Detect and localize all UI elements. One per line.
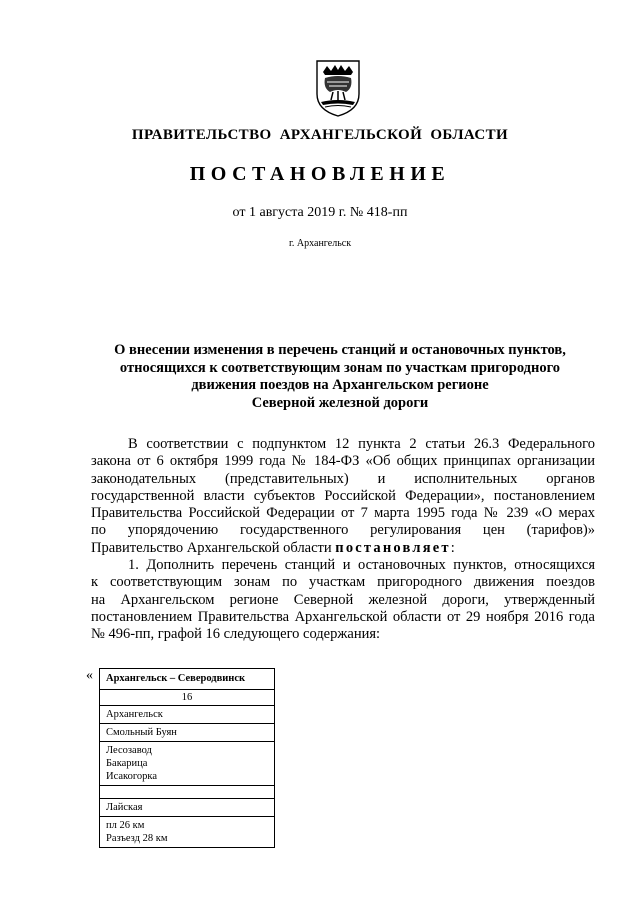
document-body xyxy=(91,436,595,644)
table-row xyxy=(100,706,275,724)
body-line: к соответствующим зонам по участкам пригородного движения поездов xyxy=(91,574,595,591)
subject-line: движения поездов на Архангельском регионе xyxy=(191,377,489,393)
body-line: 1. Дополнить перечень станций и остановочных пунктов, относящихся xyxy=(128,557,595,574)
body-line: постановлением Правительства Архангельской области от 29 ноября 2016 года xyxy=(91,608,595,625)
body-line xyxy=(91,540,595,557)
organization-name: ПРАВИТЕЛЬСТВО АРХАНГЕЛЬСКОЙ ОБЛАСТИ xyxy=(131,127,509,143)
station-name: Лесозавод xyxy=(106,745,152,756)
table-row xyxy=(100,786,275,799)
body-line: Правительства Российской Федерации от 7 марта 1995 года № 239 «О мерах xyxy=(91,505,595,522)
document-type-title: ПОСТАНОВЛЕНИЕ xyxy=(189,163,451,185)
document-date-number: от 1 августа 2019 г. № 418-пп xyxy=(232,205,408,220)
paragraph-item-1 xyxy=(91,557,595,643)
table-row xyxy=(100,799,275,817)
table-cell xyxy=(100,706,275,724)
table-cell xyxy=(100,799,275,817)
stations-table xyxy=(99,668,275,848)
resolution-keyword: постановляет xyxy=(335,539,451,556)
station-name: Смольный Буян xyxy=(106,727,177,738)
table-cell xyxy=(100,742,275,786)
resolution-colon: : xyxy=(450,539,455,556)
column-number-cell: 16 xyxy=(100,690,275,706)
station-name: пл 26 км xyxy=(106,820,145,831)
table-row xyxy=(100,724,275,742)
table-cell xyxy=(100,817,275,848)
station-name: Архангельск xyxy=(106,709,163,720)
document-subject xyxy=(95,342,585,412)
body-line: на Архангельском регионе Северной железной дороги, утвержденный xyxy=(91,591,595,608)
subject-line: относящихся к соответствующим зонам по участкам пригородного xyxy=(119,359,561,376)
body-line: законодательных (представительных) и исполнительных органов xyxy=(91,470,595,487)
station-name: Исакогорка xyxy=(106,771,157,782)
opening-quote-mark: « xyxy=(86,668,93,683)
body-line: по упорядочению государственного регулирования цен (тарифов)» xyxy=(91,522,595,539)
body-line: № 496-пп, графой 16 следующего содержания: xyxy=(91,626,381,643)
station-name: Разъезд 28 км xyxy=(106,833,168,844)
table-header-cell: Архангельск – Северодвинск xyxy=(100,669,275,690)
subject-line: Северной железной дороги xyxy=(251,394,429,411)
table-row xyxy=(100,742,275,786)
paragraph-preamble xyxy=(91,436,595,557)
station-name: Лайская xyxy=(106,802,143,813)
body-line: государственной власти субъектов Российской Федерации», постановлением xyxy=(91,487,595,504)
table-row xyxy=(100,817,275,848)
document-city: г. Архангельск xyxy=(288,238,352,249)
table-row xyxy=(100,690,275,706)
table-cell-empty xyxy=(100,786,275,799)
table-row xyxy=(100,669,275,690)
subject-line: О внесении изменения в перечень станций и остановочных пунктов, xyxy=(114,342,566,358)
coat-of-arms-icon xyxy=(313,58,363,118)
resolution-issuer: Правительство Архангельской области xyxy=(91,539,336,556)
station-name: Бакарица xyxy=(106,758,148,769)
body-line: В соответствии с подпунктом 12 пункта 2 статьи 26.3 Федерального xyxy=(128,436,595,452)
table-cell xyxy=(100,724,275,742)
body-line: закона от 6 октября 1999 года № 184-ФЗ «Об общих принципах организации xyxy=(91,453,595,470)
